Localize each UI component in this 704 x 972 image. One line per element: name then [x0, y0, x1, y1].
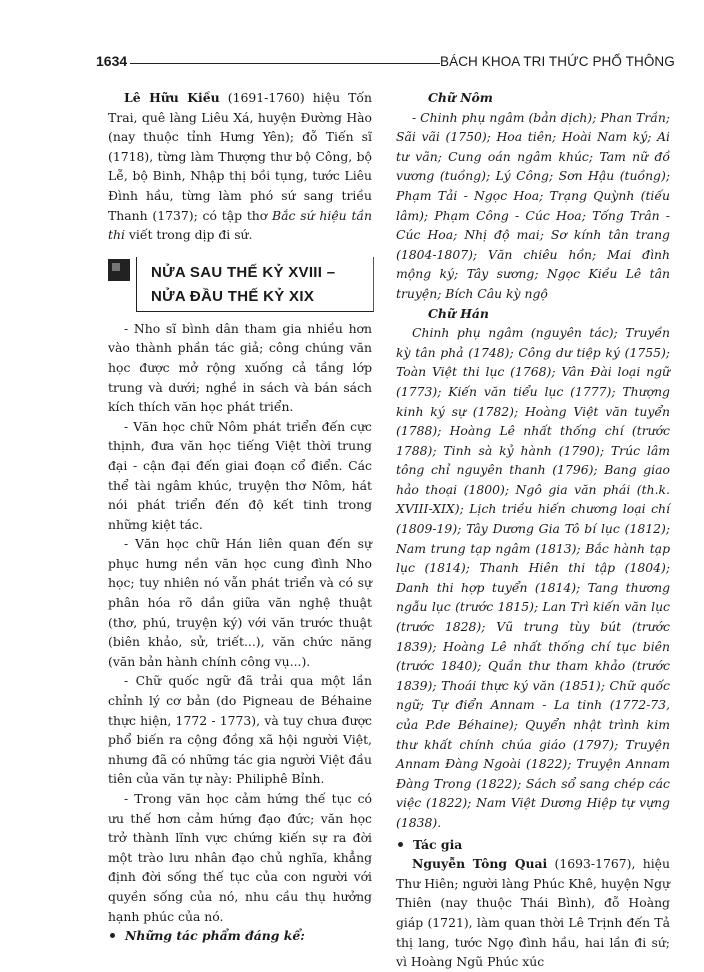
intro-paragraph — [108, 88, 372, 245]
body-paragraph: - Trong văn học cảm hứng thế tục có ưu thế hơn cảm hứng đạo đức; văn học trở thành lĩnh vực chứng kiến sự ra đời một trào lưu nhân đạo chủ nghĩa, khẳng định đời sống thế tục của con người với quyền sống của nó, nhu cầu thụ hưởng hạnh phúc của nó. — [108, 791, 372, 924]
section-marker-icon — [108, 259, 130, 281]
author-heading-line — [396, 835, 670, 855]
body-paragraph: - Văn học chữ Nôm phát triển đến cực thịnh, đưa văn học tiếng Việt thời trung đại - cận đại đến giai đoạn cổ điển. Các thể tài ngâm khúc, truyện thơ Nôm, hát nói phát triển đến độ kết tinh trong những kiệt tác. — [108, 418, 372, 532]
han-works — [396, 323, 670, 832]
bullet-works-label: Những tác phẩm đáng kể: — [125, 928, 305, 944]
header-rule — [130, 63, 440, 64]
body-paragraph: - Văn học chữ Hán liên quan đến sự phục hưng nền văn học cung đình Nho học; tuy nhiên nó vẫn phát triển và có sự phân hóa rõ dần giữa văn nghệ thuật (thơ, phú, truyện ký) với văn trước thuật (biên khảo, sử, triết...), văn chức năng (văn bản hành chính công vụ...). — [108, 536, 372, 669]
author-text: (1693-1767), hiệu Thư Hiên; người làng Phúc Khê, huyện Ngự Thiên (nay thuộc Thái Bình), đỗ Hoàng giáp (1721), làm quan thời Lê Trịnh đến Tả thị lang, tước Ngọ đình hầu, hai lần đi sứ; vì Hoàng Ngũ Phúc xúc — [396, 856, 670, 970]
nom-heading: Chữ Nôm — [428, 90, 493, 105]
author-heading: Tác gia — [413, 836, 463, 852]
page-number: 1634 — [96, 53, 128, 69]
han-works-text: Chinh phụ ngâm (nguyên tác); Truyền kỳ tân phả (1748); Công dư tiệp ký (1755); Toàn Việt thi lục (1768); Vân Đài loại ngữ (1773); Kiến văn tiểu lục (1777); Thượng kinh ký sự (1782); Hoàng Việt văn tuyển (1788); Hoàng Lê nhất thống chí (trước 1788); Tinh sà kỷ hành (1790); Trúc lâm tông chỉ nguyên thanh (1796); Bang giao hảo thoại (1800); Ngô gia văn phái (th.k. XVIII-XIX); Lịch triều hiến chương loại chí (1809-19); Tây Dương Gia Tô bí lục (1812); Nam trung tạp ngâm (1813); Bắc hành tạp lục (1814); Thanh Hiên thi tập (1804); Danh thi hợp tuyển (1814); Tang thương ngẫu lục (trước 1815); Lan Trì kiến văn lục (trước 1828); Vũ trung tùy bút (trước 1839); Hoàng Lê nhất thống chí tục biên (trước 1840); Quần thư tham khảo (trước 1839); Thoái thực ký văn (1851); Chữ quốc ngữ; Tự điển Annam - La tinh (1772-73, của P.de Béhaine); Quyển nhật trình kim thư khất chính chúa giáo (1797); Truyện Annam Đàng Ngoài (1822); Truyện Annam Đàng Trong (1822); Sách sổ sang chép các việc (1822); Nam Việt Dương Hiệp tự vựng (1838). — [396, 325, 670, 830]
section-heading-box — [108, 257, 372, 311]
nom-works-text: - Chinh phụ ngâm (bản dịch); Phan Trần; Sãi vãi (1750); Hoa tiên; Hoài Nam ký; Ai tư vãn; Cung oán ngâm khúc; Tam nữ đồ vương (tuồng); Lý Công; Sơn Hậu (tuồng); Phạm Tải - Ngọc Hoa; Trạng Quỳnh (tiếu lâm); Phạm Công - Cúc Hoa; Tống Trân - Cúc Hoa; Nhị độ mai; Sơ kính tân trang (1804-1807); Văn chiêu hồn; Mai đình mộng ký; Tây sương; Ngọc Kiều Lê tân truyện; Bích Câu kỳ ngộ — [396, 109, 670, 301]
section-title-line2: NỬA ĐẦU THẾ KỶ XIX — [151, 287, 315, 305]
intro-work-title: Bắc sứ hiệu tần thi — [108, 207, 372, 243]
body-paragraph: - Nho sĩ bình dân tham gia nhiều hơn vào thành phần tác giả; công chúng văn học được mở rộng xuống cả tầng lớp trung và dưới; nghề in sách và bán sách kích thích văn học phát triển. — [108, 320, 372, 415]
author-paragraph — [396, 854, 670, 972]
section-frame — [136, 257, 374, 312]
running-title: BÁCH KHOA TRI THỨC PHỔ THÔNG — [440, 54, 675, 69]
intro-text: (1691-1760) hiệu Tốn Trai, quê làng Liêu Xá, huyện Đường Hào (nay thuộc tỉnh Hưng Yên); đỗ Tiến sĩ (1718), từng làm Thượng thư bộ Công, bộ Lễ, bộ Binh, Nhập thị bồi tụng, tước Liêu Đình hầu, từng làm phó sứ sang triều Thanh (1737); có tập thơ — [108, 90, 372, 223]
right-column — [396, 88, 670, 972]
intro-author-name: Lê Hữu Kiều — [124, 90, 220, 105]
left-column — [108, 88, 372, 946]
nom-works — [396, 108, 670, 304]
bullet-dot-icon — [398, 842, 403, 847]
intro-tail: viết trong dịp đi sứ. — [124, 227, 253, 243]
body-paragraph: - Chữ quốc ngữ đã trải qua một lần chỉnh lý cơ bản (do Pigneau de Béhaine thực hiện, 1772 - 1773), và tuy chưa được phổ biến ra cộng đồng xã hội người Việt, nhưng đã có những tác gia người Việt đầu tiên của văn tự này: Philiphê Bỉnh. — [108, 673, 372, 787]
han-heading: Chữ Hán — [428, 305, 489, 321]
author-name: Nguyễn Tông Quai — [412, 856, 548, 872]
bullet-works-heading — [108, 926, 372, 946]
bullet-dot-icon — [110, 933, 115, 938]
section-title-line1: NỬA SAU THẾ KỶ XVIII – — [151, 263, 336, 281]
